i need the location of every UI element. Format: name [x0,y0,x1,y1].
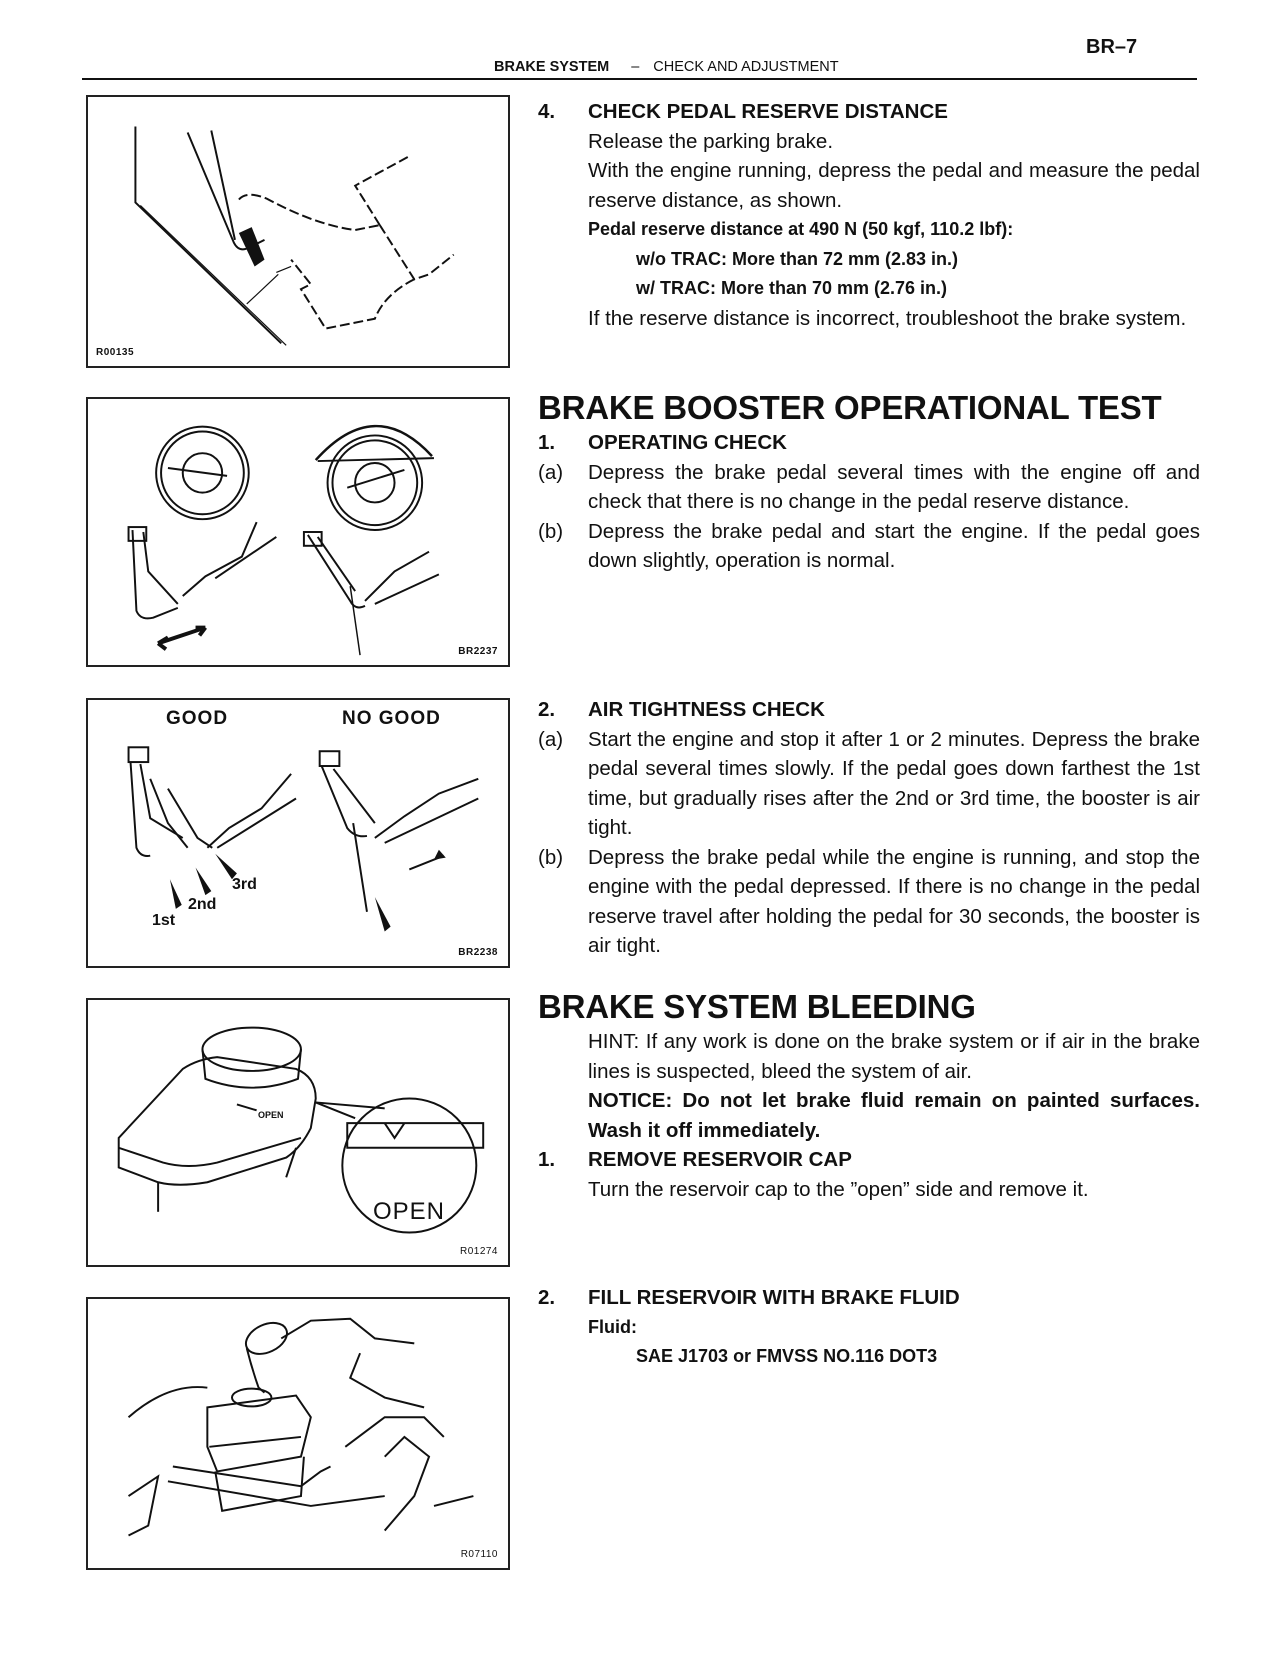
step-title: OPERATING CHECK [588,431,787,454]
header-subsection: CHECK AND ADJUSTMENT [653,59,839,75]
label-no-good: NO GOOD [342,708,441,729]
step4-spec-wo-trac: w/o TRAC: More than 72 mm (2.83 in.) [636,248,959,269]
running-header [494,59,839,75]
item-text: Depress the brake pedal and start the engine. If the pedal goes down slightly, operation is normal. [588,519,1200,572]
label-open-large: OPEN [373,1198,446,1225]
figure-pedal-reserve [86,95,510,368]
step-title: REMOVE RESERVOIR CAP [588,1148,852,1171]
step4-spec-title: Pedal reserve distance at 490 N (50 kgf, 110.2 lbf): [588,219,1014,239]
operating-check-b [538,517,1200,576]
label-3rd: 3rd [232,876,257,893]
step4-heading [538,97,1200,127]
item-text: Start the engine and stop it after 1 or 2 minutes. Depress the brake pedal several times slowly. If the pedal goes down farthest the 1st time, but gradually rises after the 2nd or 3rd time, the booster is air tight. [588,727,1200,839]
step-title: FILL RESERVOIR WITH BRAKE FLUID [588,1286,960,1309]
pedal-reserve-illustration [88,97,508,366]
step4-line3: If the reserve distance is incorrect, troubleshoot the brake system. [588,306,1187,330]
figure-code: BR2238 [458,947,498,958]
fluid-value: SAE J1703 or FMVSS NO.116 DOT3 [636,1346,938,1366]
item-label: (b) [538,845,564,869]
pedal-pad-icon [239,227,265,266]
air-tightness-heading [538,695,1200,725]
item-label: (a) [538,727,564,751]
step4-line1: Release the parking brake. [588,129,834,153]
figure-code: R01274 [459,1246,498,1257]
step4-line2: With the engine running, depress the pedal and measure the pedal reserve distance, as shown. [588,159,1200,212]
figure-code: BR2237 [458,646,498,657]
bleeding-heading: BRAKE SYSTEM BLEEDING [538,988,976,1025]
step4-section [538,97,1200,333]
item-text: Depress the brake pedal several times with the engine off and check that there is no change in the pedal reserve distance. [588,460,1200,513]
fill-reservoir-heading [538,1283,1200,1313]
item-text: Depress the brake pedal while the engine is running, and stop the engine with the pedal depressed. If there is no change in the pedal reserve travel after holding the pedal for 30 seconds, the booster is air tight. [588,845,1200,957]
booster-section [538,388,1200,576]
booster-heading: BRAKE BOOSTER OPERATIONAL TEST [538,389,1162,426]
header-section: BRAKE SYSTEM [494,59,610,75]
header-rule [82,78,1197,80]
operating-check-heading [538,428,1200,458]
step-number: 1. [538,431,556,454]
double-arrow-icon [158,628,205,650]
item-label: (b) [538,519,564,543]
step-number: 1. [538,1148,556,1171]
air-tightness-illustration [88,700,508,966]
step4-spec-w-trac: w/ TRAC: More than 70 mm (2.76 in.) [636,278,948,298]
step-number: 2. [538,698,556,721]
figure-fill-reservoir [86,1297,510,1570]
fluid-label: Fluid: [588,1316,637,1337]
header-separator: – [631,59,640,75]
item-label: (a) [538,460,564,484]
air-tightness-a [538,725,1200,843]
air-tightness-section [538,695,1200,961]
air-tightness-b [538,843,1200,961]
label-open-small: OPEN [258,1110,284,1120]
bleeding-hint: HINT: If any work is done on the brake system or if air in the brake lines is suspected, bleed the system of air. [588,1030,1200,1083]
step-number: 4. [538,100,556,123]
figure-air-tightness [86,698,510,968]
page-number: BR–7 [1086,36,1138,58]
step-number: 2. [538,1286,556,1309]
figure-operating-check [86,397,510,667]
step-title: CHECK PEDAL RESERVE DISTANCE [588,100,948,123]
figure-reservoir-cap [86,998,510,1267]
operating-check-illustration [88,399,508,665]
remove-cap-heading [538,1145,1200,1175]
remove-cap-text: Turn the reservoir cap to the ”open” side and remove it. [588,1177,1089,1201]
label-2nd: 2nd [188,896,217,913]
figure-code: R07110 [460,1549,498,1560]
step-title: AIR TIGHTNESS CHECK [588,698,825,721]
bleeding-notice: NOTICE: Do not let brake fluid remain on painted surfaces. Wash it off immediately. [588,1089,1200,1142]
label-good: GOOD [166,708,229,729]
bleeding-section [538,987,1200,1204]
label-1st: 1st [152,912,176,929]
figure-code: R00135 [96,347,135,358]
fill-reservoir-section [538,1283,1200,1372]
operating-check-a [538,458,1200,517]
fill-reservoir-illustration [88,1299,508,1568]
